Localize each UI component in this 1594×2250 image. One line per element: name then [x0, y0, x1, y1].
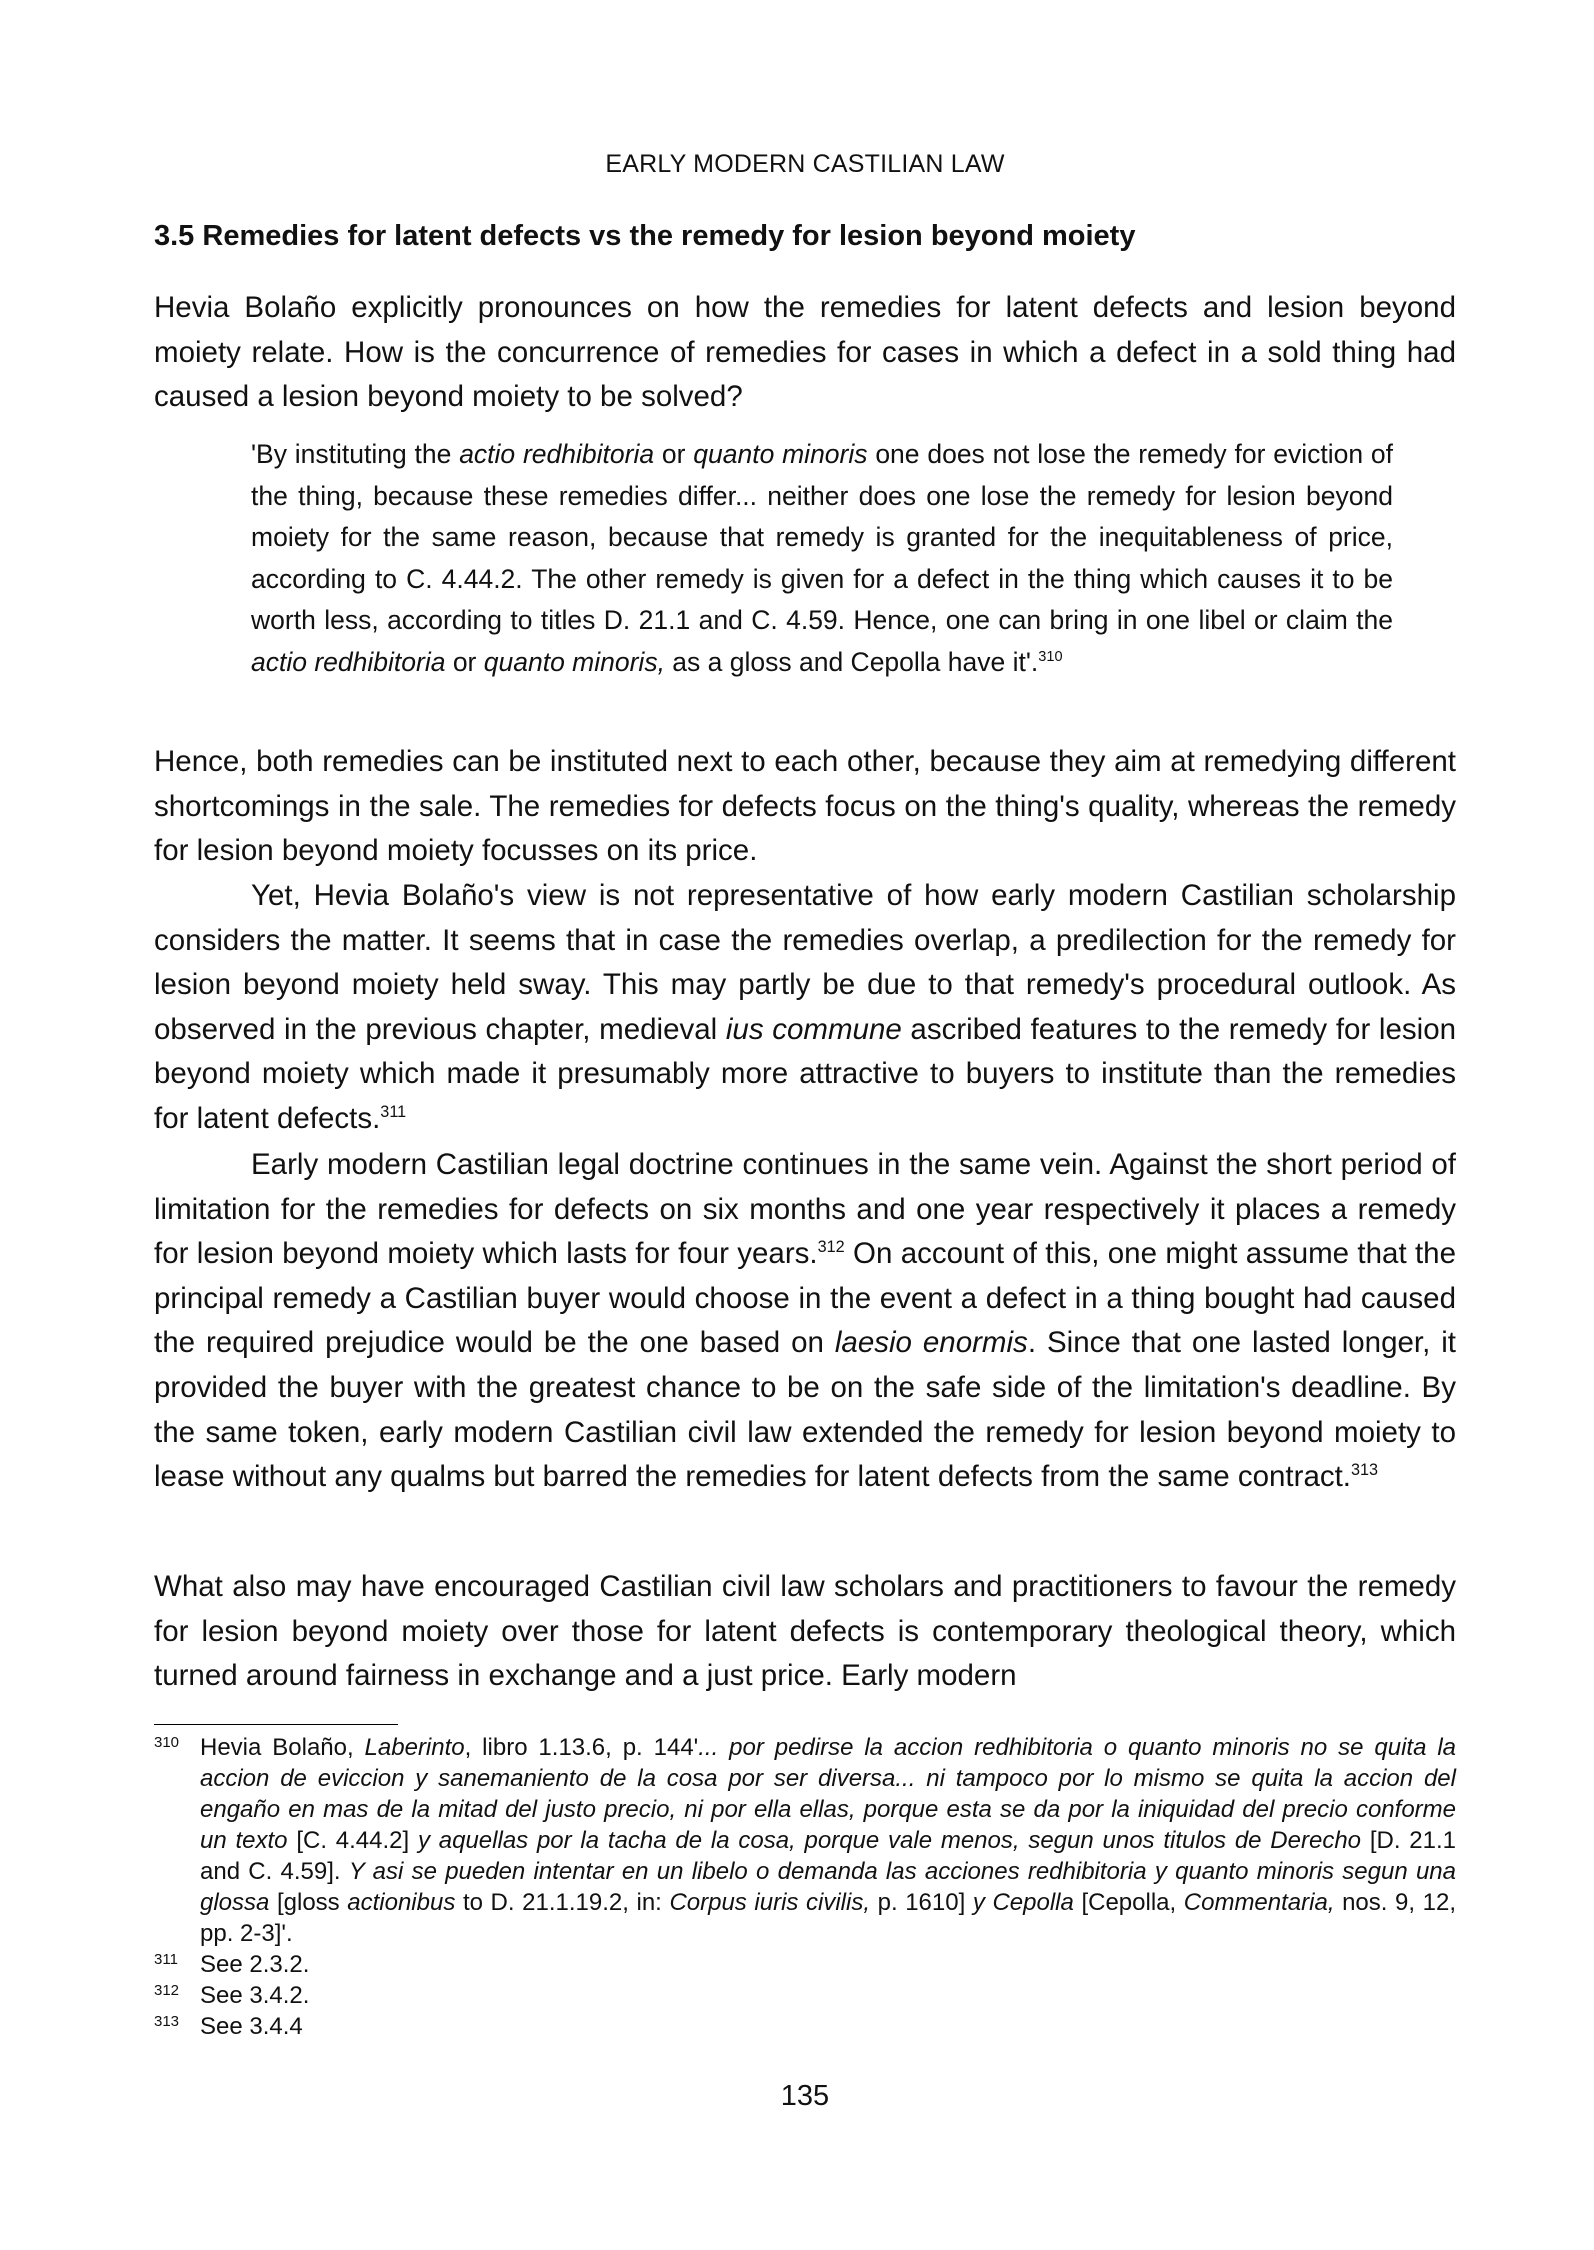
text-run: Hevia Bolaño explicitly pronounces on how the remedies for latent defects and lesion beyond moiety relate. How is the concurrence of remedies for cases in which a defect in a sold thing had caused a lesion beyond moiety to be solved?: [154, 291, 1456, 414]
footnote-text: [200, 1949, 1456, 1980]
footnote: [154, 1949, 1456, 1980]
italic-text: quanto minoris: [693, 439, 868, 469]
text-run: [gloss: [269, 1889, 348, 1916]
running-head: EARLY MODERN CASTILIAN LAW: [605, 150, 1005, 178]
paragraph-after-quote: [154, 740, 1456, 874]
block-quote: [251, 434, 1393, 684]
footnote-number: 311: [154, 1951, 178, 1968]
text-run: Early modern Castilian legal doctrine continues in the same vein. Against the short period of limitation for the remedies for defects on six months and one year respectively it places a remedy for lesion beyond moiety which lasts for four years.: [154, 1148, 1456, 1271]
footnote-reference: 311: [380, 1103, 407, 1122]
text-run: See 3.4.2.: [200, 1982, 310, 2009]
italic-text: y Cepolla: [972, 1889, 1074, 1916]
text-run: ascribed features to the remedy for lesion beyond moiety which made it presumably more attractive to buyers to institute than the remedies for latent defects.: [154, 1012, 1457, 1135]
paragraph-what-also: [154, 1565, 1456, 1699]
italic-text: actio redhibitoria: [251, 646, 446, 677]
italic-text: ... por pedirse la accion redhibitoria o quanto minoris no se quita la accion de eviccion y sanemaniento de la cosa por ser diversa... ni tampoco por lo mismo se quita la accion del engaño en mas de la mitad del justo precio, ni por ella ellas, porque esta se da por la iniquidad del precio conforme un texto: [200, 1734, 1457, 1854]
footnote: [154, 1980, 1456, 2011]
intro-paragraph: [154, 286, 1456, 420]
italic-text: Y asi se pueden intentar en un libelo o demanda las acciones redhibitoria y quanto minoris segun una glossa: [200, 1858, 1456, 1916]
footnote: [154, 1732, 1456, 1949]
footnote-divider: [154, 1724, 398, 1725]
text-run: See 3.4.4: [200, 2013, 303, 2040]
text-run: , libro 1.13.6, p. 144': [464, 1734, 699, 1761]
italic-text: actio redhibitoria: [459, 439, 655, 469]
italic-text: Commentaria,: [1183, 1889, 1335, 1916]
italic-text: Laberinto: [364, 1734, 465, 1761]
footnote-number: 312: [154, 1982, 180, 1999]
text-run: On account of this, one might assume that the principal remedy a Castilian buyer would choose in the event a defect in a thing bought had caused the required prejudice would be the one based on: [154, 1237, 1456, 1360]
italic-text: laesio enormis: [834, 1326, 1028, 1360]
text-run: to D. 21.1.19.2, in:: [455, 1889, 670, 1916]
text-run: [Cepolla,: [1073, 1889, 1184, 1916]
footnote-reference: 313: [1351, 1461, 1379, 1480]
paragraph-early-modern: [154, 1143, 1456, 1500]
footnote-reference: 312: [817, 1238, 845, 1257]
italic-text: ius commune: [725, 1012, 902, 1046]
paragraph-yet: [154, 874, 1456, 1142]
section-heading: 3.5 Remedies for latent defects vs the remedy for lesion beyond moiety: [154, 220, 1136, 252]
text-run: or: [654, 439, 694, 469]
text-run: What also may have encouraged Castilian civil law scholars and practitioners to favour the remedy for lesion beyond moiety over those for latent defects is contemporary theological theory, which turned around fairness in exchange and a just price. Early modern: [154, 1570, 1456, 1693]
footnote-reference: 310: [1038, 649, 1063, 666]
footnote-text: [200, 1732, 1456, 1949]
italic-text: Corpus iuris civilis,: [669, 1889, 870, 1916]
text-run: Hence, both remedies can be instituted next to each other, because they aim at remedying different shortcomings in the sale. The remedies for defects focus on the thing's quality, whereas the remedy for lesion beyond moiety focusses on its price.: [154, 745, 1456, 868]
text-run: [C. 4.44.2]: [287, 1827, 418, 1854]
text-run: or: [445, 646, 484, 677]
footnote-text: [200, 2011, 1456, 2042]
italic-text: y aquellas por la tacha de la cosa, porque vale menos, segun unos titulos de Derecho: [417, 1827, 1362, 1854]
text-run: . Since that one lasted longer, it provided the buyer with the greatest chance to be on the safe side of the limitation's deadline. By the same token, early modern Castilian civil law extended the remedy for lesion beyond moiety to lease without any qualms but barred the remedies for latent defects from the same contract.: [154, 1326, 1456, 1494]
text-run: Yet, Hevia Bolaño's view is not representative of how early modern Castilian scholarship considers the matter. It seems that in case the remedies overlap, a predilection for the remedy for lesion beyond moiety held sway. This may partly be due to that remedy's procedural outlook. As observed in the previous chapter, medieval: [154, 879, 1456, 1046]
page-number: 135: [780, 2080, 830, 2112]
footnote: [154, 2011, 1456, 2042]
text-run: 'By instituting the: [251, 439, 460, 469]
footnote-number: 313: [154, 2013, 180, 2030]
text-run: See 2.3.2.: [200, 1951, 310, 1978]
text-run: one does not lose the remedy for eviction of the thing, because these remedies differ... neither does one lose the remedy for lesion beyond moiety for the same reason, because that remedy is granted for the inequitableness of price, according to C. 4.44.2. The other remedy is given for a defect in the thing which causes it to be worth less, according to titles D. 21.1 and C. 4.59. Hence, one can bring in one libel or claim the: [251, 439, 1393, 636]
text-run: [D. 21.1 and C. 4.59].: [200, 1827, 1456, 1885]
text-run: as a gloss and Cepolla have it'.: [664, 646, 1039, 677]
italic-text: actionibus: [347, 1889, 456, 1916]
text-run: Hevia Bolaño,: [200, 1734, 365, 1761]
text-run: p. 1610]: [870, 1889, 973, 1916]
footnote-text: [200, 1980, 1456, 2011]
italic-text: quanto minoris,: [483, 646, 665, 677]
text-run: nos. 9, 12, pp. 2-3]'.: [200, 1889, 1457, 1947]
footnotes: [154, 1732, 1456, 2042]
footnote-number: 310: [154, 1734, 180, 1751]
